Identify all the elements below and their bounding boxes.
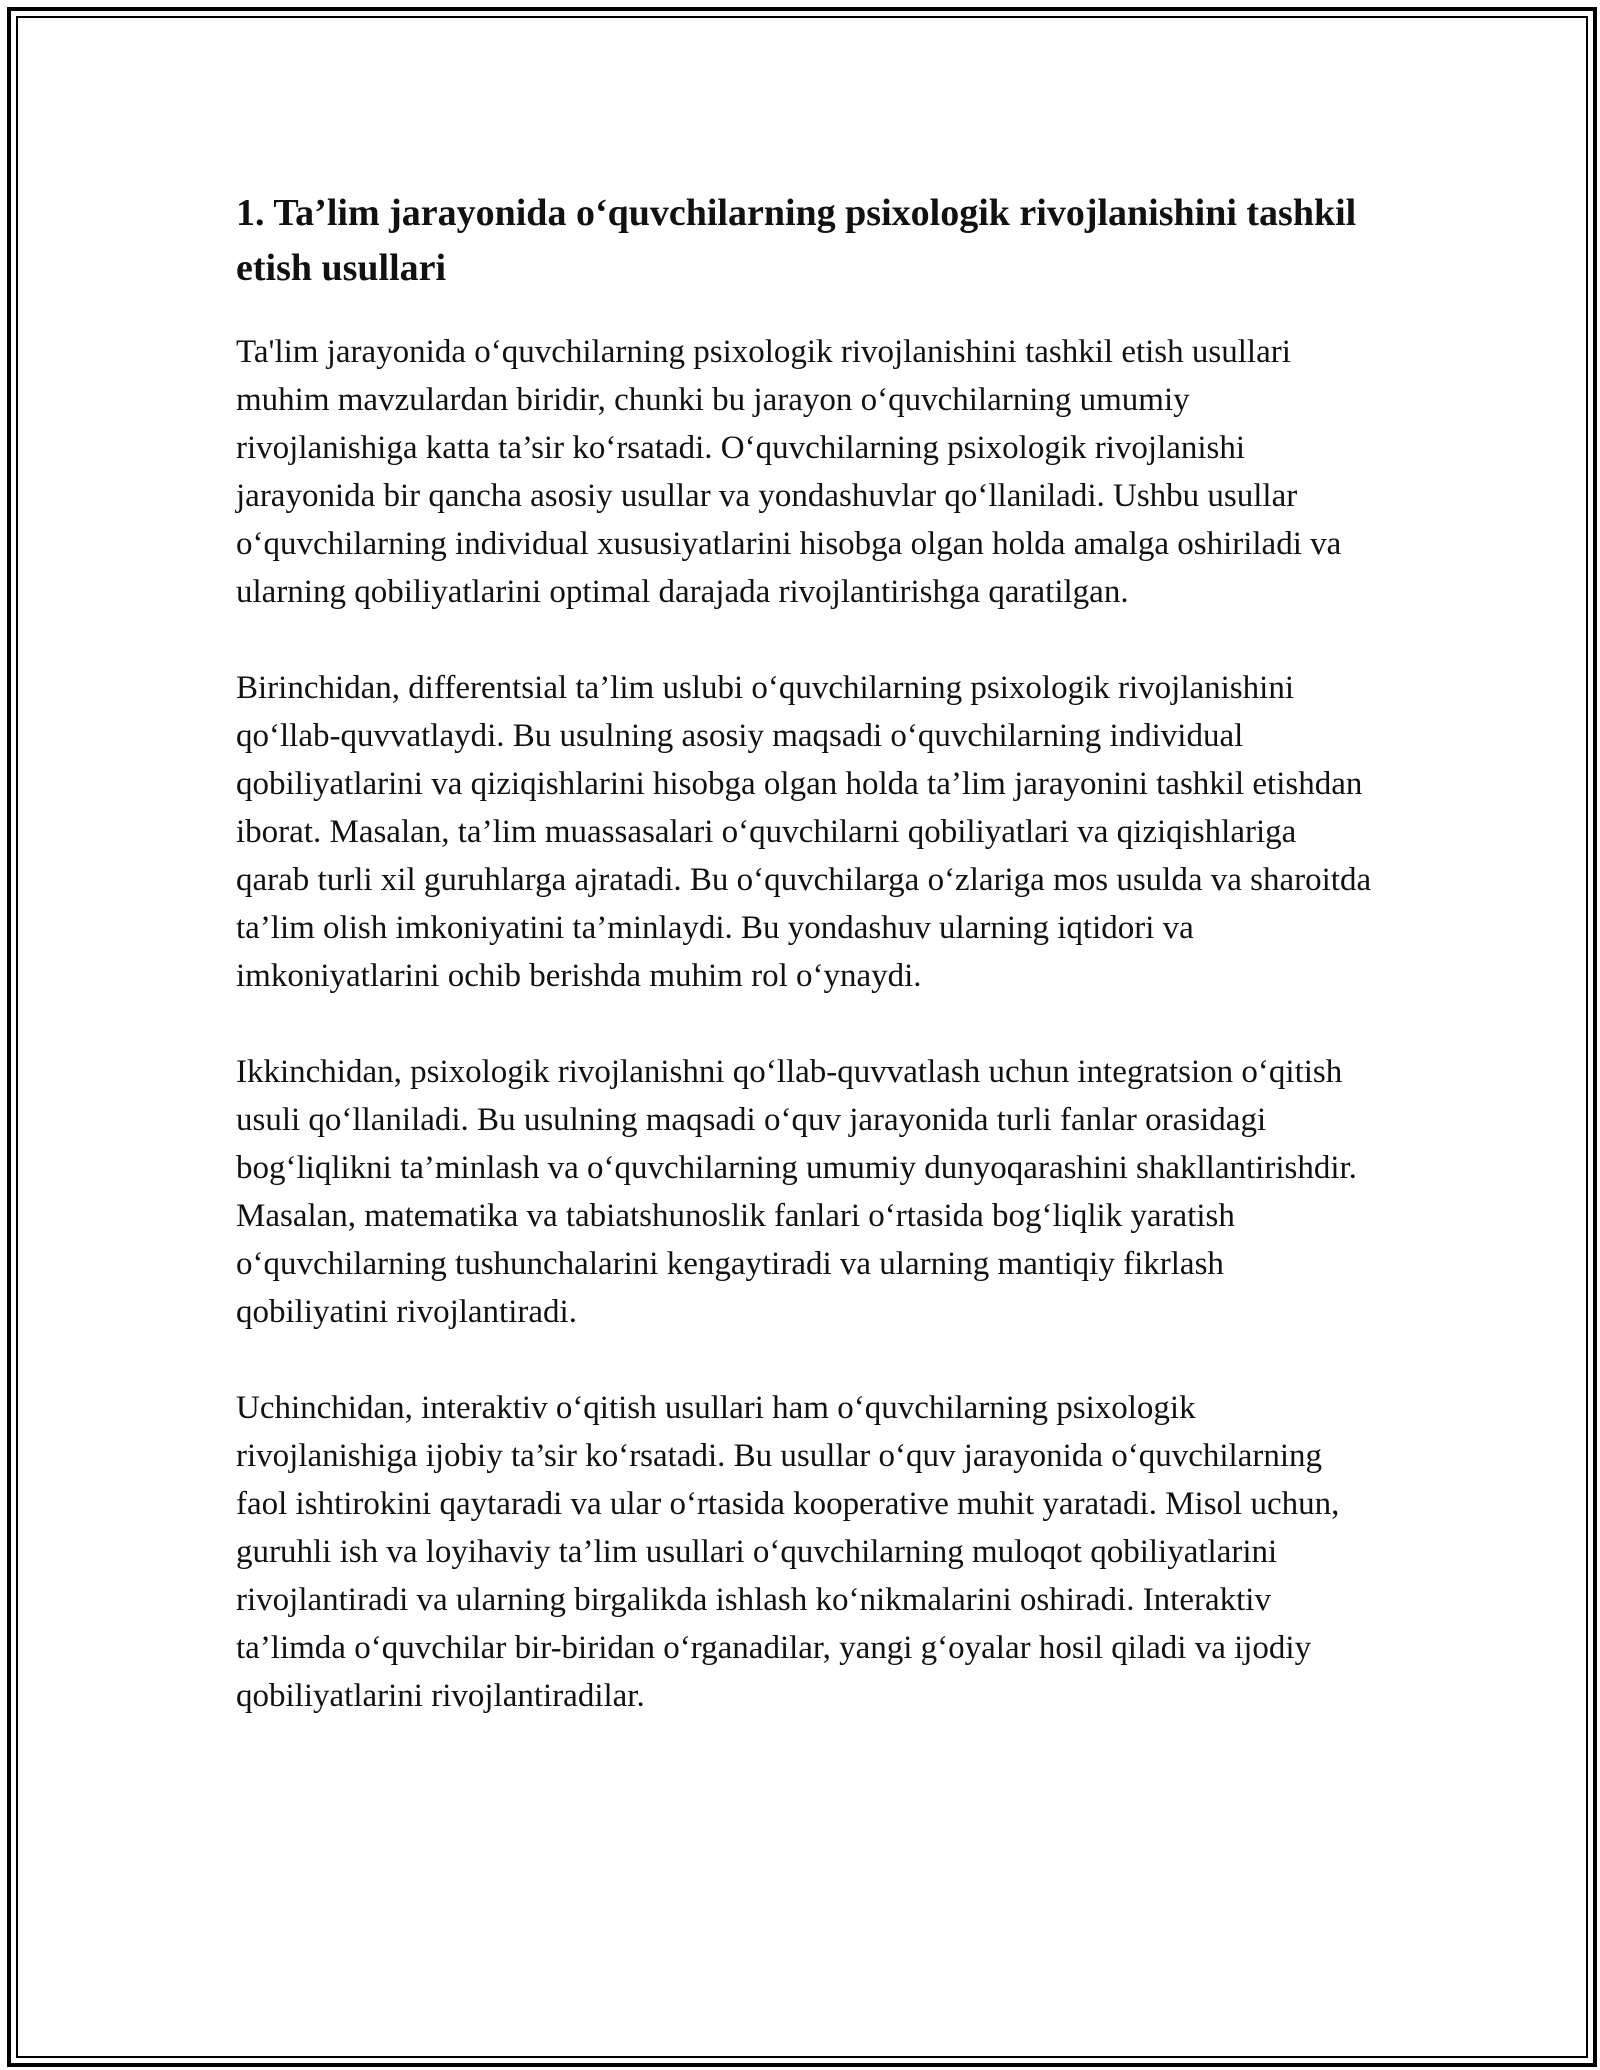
paragraph-intro: Ta'lim jarayonida o‘quvchilarning psixologik rivojlanishini tashkil etish usullari muhim mavzulardan biridir, chunki bu jarayon o‘quvchilarning umumiy rivojlanishiga katta ta’sir ko‘rsatadi. O‘quvchilarning psixologik rivojlanishi jarayonida bir qancha asosiy usullar va yondashuvlar qo‘llaniladi. Ushbu usullar o‘quvchilarning individual xususiyatlarini hisobga olgan holda amalga oshiriladi va ularning qobiliyatlarini optimal darajada rivojlantirishga qaratilgan. (236, 334, 1342, 610)
paragraph-first-method: Birinchidan, differentsial ta’lim uslubi o‘quvchilarning psixologik rivojlanishini qo‘llab-quvvatlaydi. Bu usulning asosiy maqsadi o‘quvchilarning individual qobiliyatlarini va qiziqishlarini hisobga olgan holda ta’lim jarayonini tashkil etishdan iborat. Masalan, ta’lim muassasalari o‘quvchilarni qobiliyatlari va qiziqishlariga qarab turli xil guruhlarga ajratadi. Bu o‘quvchilarga o‘zlariga mos usulda va sharoitda ta’lim olish imkoniyatini ta’minlaydi. Bu yondashuv ularning iqtidori va imkoniyatlarini ochib berishda muhim rol o‘ynaydi. (236, 670, 1372, 994)
paragraph-third-method: Uchinchidan, interaktiv o‘qitish usullari ham o‘quvchilarning psixologik rivojlanishiga ijobiy ta’sir ko‘rsatadi. Bu usullar o‘quv jarayonida o‘quvchilarning faol ishtirokini qaytaradi va ular o‘rtasida kooperative muhit yaratadi. Misol uchun, guruhli ish va loyihaviy ta’lim usullari o‘quvchilarning muloqot qobiliyatlarini rivojlantiradi va ularning birgalikda ishlash ko‘nikmalarini oshiradi. Interaktiv ta’limda o‘quvchilar bir-biridan o‘rganadilar, yangi g‘oyalar hosil qiladi va ijodiy qobiliyatlarini rivojlantiradilar. (236, 1390, 1340, 1714)
paragraph-second-method: Ikkinchidan, psixologik rivojlanishni qo‘llab-quvvatlash uchun integratsion o‘qitish usuli qo‘llaniladi. Bu usulning maqsadi o‘quv jarayonida turli fanlar orasidagi bog‘liqlikni ta’minlash va o‘quvchilarning umumiy dunyoqarashini shakllantirishdir. Masalan, matematika va tabiatshunoslik fanlari o‘rtasida bog‘liqlik yaratish o‘quvchilarning tushunchalarini kengaytiradi va ularning mantiqiy fikrlash qobiliyatini rivojlantiradi. (236, 1054, 1357, 1330)
section-heading: 1. Ta’lim jarayonida o‘quvchilarning psixologik rivojlanishini tashkil etish usullari (236, 192, 1357, 289)
document-body (236, 186, 1376, 1768)
